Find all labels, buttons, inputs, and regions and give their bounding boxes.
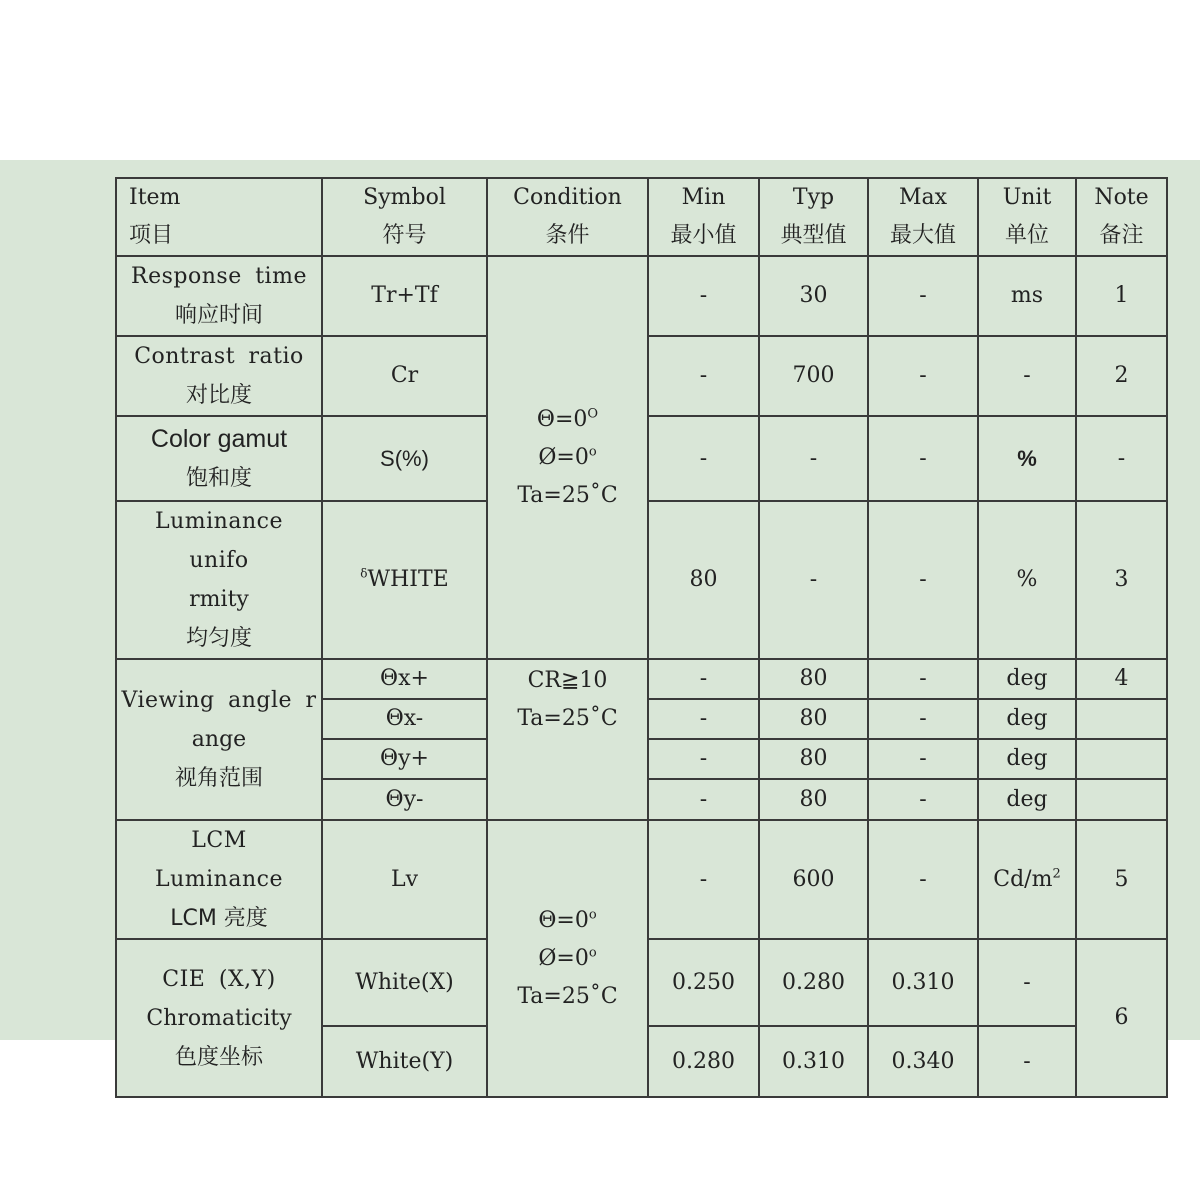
item-cn: 均匀度 xyxy=(185,626,252,651)
header-unit-cn: 单位 xyxy=(1004,223,1049,248)
min-cell: - xyxy=(648,739,759,779)
note-cell: 6 xyxy=(1076,939,1167,1097)
max-cell: - xyxy=(868,779,978,820)
header-condition-en: Condition xyxy=(513,185,622,210)
unit-cell: - xyxy=(978,336,1076,416)
condition-cr: CR≧10 xyxy=(527,668,608,693)
unit-cell: deg xyxy=(978,659,1076,699)
item-en-line1: Luminance unifo xyxy=(155,509,283,573)
typ-cell: 80 xyxy=(759,779,868,820)
header-symbol-cn: 符号 xyxy=(382,223,427,248)
symbol-cell xyxy=(322,501,487,659)
condition-phi-value: Ø=0 xyxy=(538,945,589,971)
condition-theta xyxy=(492,902,643,940)
item-cn: 色度坐标 xyxy=(174,1044,263,1070)
typ-cell: 600 xyxy=(759,820,868,939)
typ-cell: 80 xyxy=(759,659,868,699)
unit-cell: deg xyxy=(978,699,1076,739)
header-item xyxy=(116,178,322,256)
min-cell: - xyxy=(648,779,759,820)
condition-temperature: Ta=25˚C xyxy=(517,482,618,508)
unit-cell xyxy=(978,820,1076,939)
min-cell: - xyxy=(648,820,759,939)
item-en: Color gamut xyxy=(150,424,288,453)
table-row xyxy=(116,659,1167,699)
unit-sup: 2 xyxy=(1052,866,1061,882)
condition-phi xyxy=(492,439,643,477)
header-min-cn: 最小值 xyxy=(670,223,737,248)
item-cn: 视角范围 xyxy=(174,766,263,791)
symbol-cell: White(Y) xyxy=(322,1026,487,1097)
max-cell: - xyxy=(868,739,978,779)
item-response-time xyxy=(116,256,322,336)
symbol-cell: Θx- xyxy=(322,699,487,739)
header-unit-en: Unit xyxy=(1002,185,1052,210)
header-condition-cn: 条件 xyxy=(545,223,590,248)
condition-group-1 xyxy=(487,256,648,659)
condition-phi xyxy=(492,940,643,978)
note-cell: 4 xyxy=(1076,659,1167,699)
header-max-cn: 最大值 xyxy=(889,223,956,248)
item-cie-chromaticity xyxy=(116,939,322,1097)
min-cell: - xyxy=(648,659,759,699)
note-cell: 1 xyxy=(1076,256,1167,336)
min-cell: - xyxy=(648,336,759,416)
condition-phi-value: Ø=0 xyxy=(538,444,589,470)
unit-cell: - xyxy=(978,1026,1076,1097)
min-cell: 80 xyxy=(648,501,759,659)
condition-theta-value: Θ=0 xyxy=(536,406,588,432)
note-cell: 5 xyxy=(1076,820,1167,939)
table-row xyxy=(116,820,1167,939)
typ-cell: 0.310 xyxy=(759,1026,868,1097)
header-min xyxy=(648,178,759,256)
unit-cell: % xyxy=(978,416,1076,501)
item-en-line1: Viewing angle r xyxy=(121,688,317,713)
unit-cell: ms xyxy=(978,256,1076,336)
min-cell: - xyxy=(648,416,759,501)
min-cell: - xyxy=(648,256,759,336)
note-cell: 2 xyxy=(1076,336,1167,416)
header-note-cn: 备注 xyxy=(1099,223,1144,248)
max-cell: - xyxy=(868,416,978,501)
typ-cell: 30 xyxy=(759,256,868,336)
item-cn: 响应时间 xyxy=(174,303,263,328)
max-cell: 0.340 xyxy=(868,1026,978,1097)
item-en-line2: rmity xyxy=(189,587,249,612)
header-max xyxy=(868,178,978,256)
max-cell: - xyxy=(868,501,978,659)
symbol-cell: Θx+ xyxy=(322,659,487,699)
header-unit xyxy=(978,178,1076,256)
condition-theta xyxy=(492,401,643,439)
item-en-line2: ange xyxy=(191,727,247,752)
degree-sup: o xyxy=(588,444,597,460)
typ-cell: 80 xyxy=(759,739,868,779)
note-cell xyxy=(1076,739,1167,779)
note-cell: - xyxy=(1076,416,1167,501)
item-en: Response time xyxy=(131,264,307,289)
header-typ xyxy=(759,178,868,256)
optical-spec-table xyxy=(115,177,1168,1098)
condition-group-2 xyxy=(487,659,648,820)
max-cell: - xyxy=(868,659,978,699)
min-cell: 0.250 xyxy=(648,939,759,1026)
typ-cell: 0.280 xyxy=(759,939,868,1026)
condition-temperature: Ta=25˚C xyxy=(517,983,618,1009)
header-note-en: Note xyxy=(1094,185,1149,210)
symbol-cell: S(%) xyxy=(322,416,487,501)
typ-cell: 80 xyxy=(759,699,868,739)
unit-cell: - xyxy=(978,939,1076,1026)
typ-cell: 700 xyxy=(759,336,868,416)
delta-sup: δ xyxy=(360,566,368,581)
table-row xyxy=(116,256,1167,336)
note-cell xyxy=(1076,779,1167,820)
note-cell: 3 xyxy=(1076,501,1167,659)
header-item-en: Item xyxy=(129,185,181,210)
condition-group-3 xyxy=(487,820,648,1097)
header-typ-en: Typ xyxy=(792,185,835,210)
symbol-cell: Cr xyxy=(322,336,487,416)
symbol-text: WHITE xyxy=(367,567,449,592)
unit-cell: deg xyxy=(978,739,1076,779)
min-cell: - xyxy=(648,699,759,739)
symbol-cell: Tr+Tf xyxy=(322,256,487,336)
header-item-cn: 项目 xyxy=(129,223,174,248)
item-viewing-angle xyxy=(116,659,322,820)
header-max-en: Max xyxy=(898,185,948,210)
item-cn: 对比度 xyxy=(185,383,252,408)
unit-cell: % xyxy=(978,501,1076,659)
unit-text: Cd/m xyxy=(993,866,1053,892)
typ-cell: - xyxy=(759,416,868,501)
typ-cell: - xyxy=(759,501,868,659)
degree-sup: O xyxy=(587,406,599,422)
degree-sup: o xyxy=(588,945,597,961)
max-cell: - xyxy=(868,820,978,939)
symbol-cell: Lv xyxy=(322,820,487,939)
item-luminance-uniformity xyxy=(116,501,322,659)
note-cell xyxy=(1076,699,1167,739)
symbol-cell: White(X) xyxy=(322,939,487,1026)
max-cell: - xyxy=(868,256,978,336)
condition-temperature: Ta=25˚C xyxy=(517,706,618,731)
degree-sup: o xyxy=(588,907,597,923)
item-en-line1: CIE (X,Y) xyxy=(162,966,276,992)
header-note xyxy=(1076,178,1167,256)
item-en: LCM Luminance xyxy=(155,828,283,892)
symbol-cell: Θy- xyxy=(322,779,487,820)
unit-cell: deg xyxy=(978,779,1076,820)
condition-theta-value: Θ=0 xyxy=(538,907,589,933)
header-symbol xyxy=(322,178,487,256)
header-condition xyxy=(487,178,648,256)
item-lcm-luminance xyxy=(116,820,322,939)
header-typ-cn: 典型值 xyxy=(780,223,847,248)
symbol-cell: Θy+ xyxy=(322,739,487,779)
header-symbol-en: Symbol xyxy=(363,185,446,210)
item-cn: 饱和度 xyxy=(185,465,252,491)
header-row xyxy=(116,178,1167,256)
item-cn: LCM 亮度 xyxy=(170,906,268,931)
item-contrast-ratio xyxy=(116,336,322,416)
max-cell: - xyxy=(868,699,978,739)
header-min-en: Min xyxy=(681,185,726,210)
max-cell: - xyxy=(868,336,978,416)
item-en-line2: Chromaticity xyxy=(146,1005,292,1031)
item-color-gamut xyxy=(116,416,322,501)
max-cell: 0.310 xyxy=(868,939,978,1026)
min-cell: 0.280 xyxy=(648,1026,759,1097)
item-en: Contrast ratio xyxy=(134,344,304,369)
